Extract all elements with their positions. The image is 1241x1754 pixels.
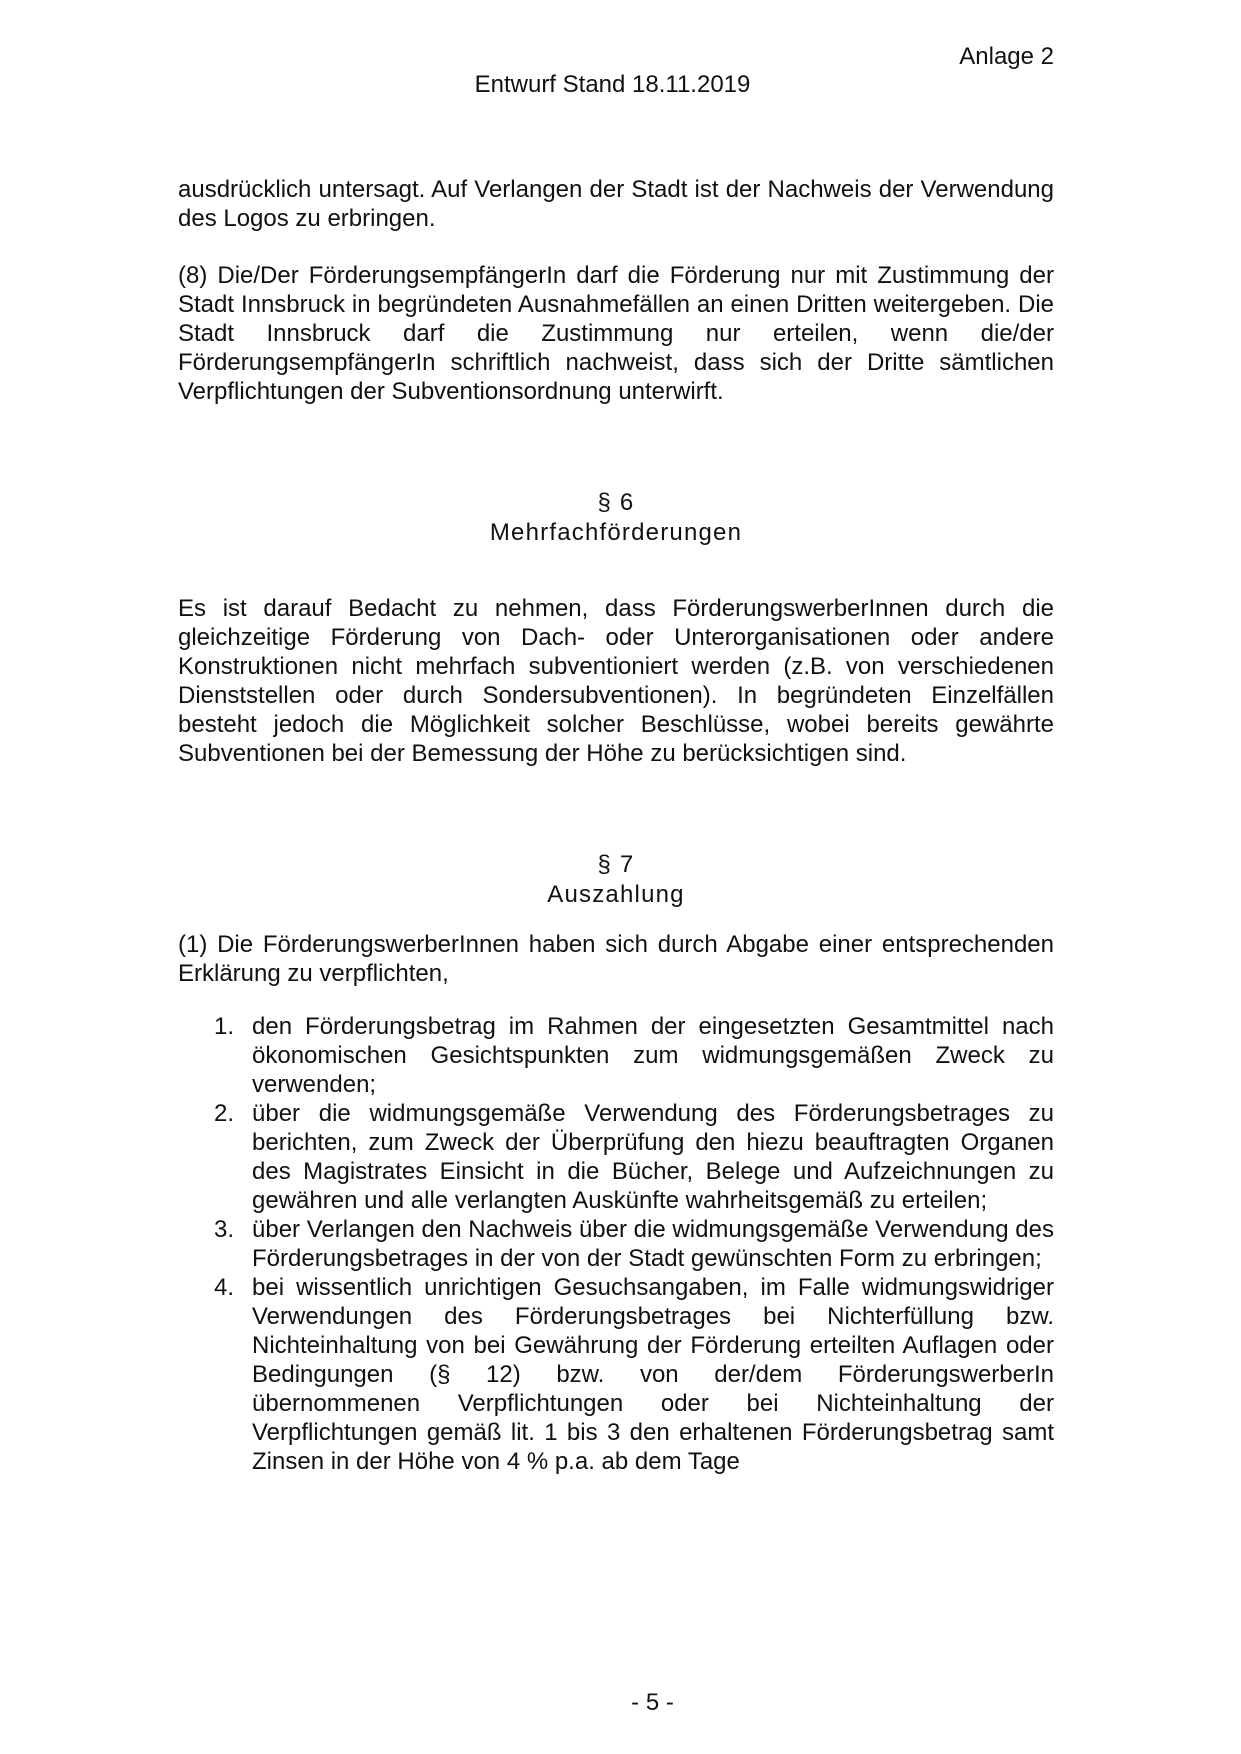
list-item-text: den Förderungsbetrag im Rahmen der eingesetzten Gesamtmittel nach ökonomischen Gesichtspunkten zum widmungsgemäßen Zweck zu verwenden; (252, 1013, 1054, 1098)
list-item-text: über Verlangen den Nachweis über die widmungsgemäße Verwendung des Förderungsbetrages in der von der Stadt gewünschten Form zu erbringen; (252, 1216, 1054, 1272)
section-6-text: Es ist darauf Bedacht zu nehmen, dass FörderungswerberInnen durch die gleichzeitige Förderung von Dach- oder Unterorganisationen oder andere Konstruktionen nicht mehrfach subventioniert werden (z.B. von verschiedenen Dienststellen oder durch Sondersubventionen). In begründeten Einzelfällen besteht jedoch die Möglichkeit solcher Beschlüsse, wobei bereits gewährte Subventionen bei der Bemessung der Höhe zu berücksichtigen sind. (178, 595, 1054, 767)
page-number: - 5 - (631, 1689, 674, 1716)
list-item-text: über die widmungsgemäße Verwendung des Förderungsbetrages zu berichten, zum Zweck der Überprüfung den hiezu beauftragten Organen des Magistrates Einsicht in die Bücher, Belege und Aufzeichnungen zu gewähren und alle verlangten Auskünfte wahrheitsgemäß zu erteilen; (252, 1100, 1054, 1214)
list-item (178, 1012, 1054, 1099)
section-6-number: § 6 (597, 489, 635, 516)
list-item-number: 1. (214, 1013, 235, 1040)
section-7-number: § 7 (597, 851, 635, 878)
list-item-number: 2. (214, 1100, 235, 1127)
obligations-list (178, 1012, 1054, 1476)
section-7-title: Auszahlung (547, 881, 685, 908)
section-6-title: Mehrfachförderungen (489, 519, 743, 546)
list-item-text: bei wissentlich unrichtigen Gesuchsangaben, im Falle widmungswidriger Verwendungen des Förderungsbetrages bei Nichterfüllung bzw. Nichteinhaltung von bei Gewährung der Förderung erteilten Auflagen oder Bedingungen (§ 12) bzw. von der/dem FörderungswerberIn übernommenen Verpflichtungen oder bei Nichteinhaltung der Verpflichtungen gemäß lit. 1 bis 3 den erhaltenen Förderungsbetrag samt Zinsen in der Höhe von 4 % p.a. ab dem Tage (252, 1274, 1054, 1475)
list-item-number: 3. (214, 1216, 235, 1243)
draft-date: Entwurf Stand 18.11.2019 (474, 71, 751, 98)
section-7-intro: (1) Die FörderungswerberInnen haben sich durch Abgabe einer entsprechenden Erklärung zu verpflichten, (178, 931, 1054, 987)
list-item (178, 1099, 1054, 1215)
annex-label: Anlage 2 (959, 43, 1054, 70)
list-item (178, 1215, 1054, 1273)
paragraph-8: (8) Die/Der FörderungsempfängerIn darf die Förderung nur mit Zustimmung der Stadt Innsbruck in begründeten Ausnahmefällen an einen Dritten weitergeben. Die Stadt Innsbruck darf die Zustimmung nur erteilen, wenn die/der FörderungsempfängerIn schriftlich nachweist, dass sich der Dritte sämtlichen Verpflichtungen der Subventionsordnung unterwirft. (178, 262, 1054, 405)
list-item-number: 4. (214, 1274, 235, 1301)
continuation-paragraph: ausdrücklich untersagt. Auf Verlangen der Stadt ist der Nachweis der Verwendung des Logos zu erbringen. (178, 176, 1054, 232)
document-body (178, 175, 1054, 1476)
list-item (178, 1273, 1054, 1476)
